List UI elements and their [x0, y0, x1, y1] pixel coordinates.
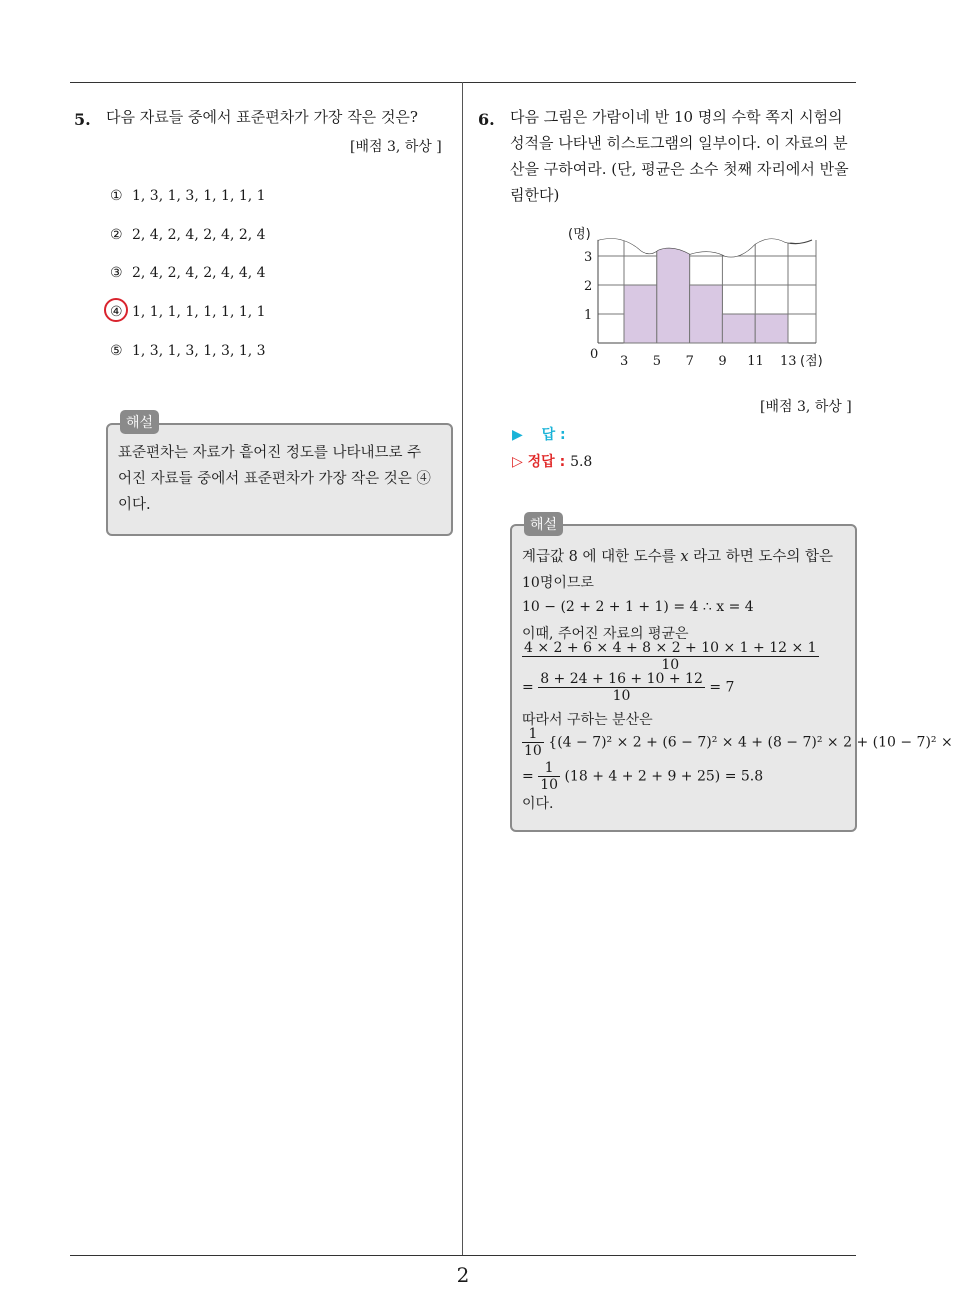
play-icon: ▶ — [512, 427, 523, 443]
exp-text: 라고 하면 도수의 합은 — [693, 549, 834, 565]
explanation-line: 어진 자료들 중에서 표준편차가 가장 작은 것은 ④ — [118, 471, 431, 487]
fraction-numerator: 1 — [538, 760, 560, 777]
fraction-numerator: 8 + 24 + 16 + 10 + 12 — [540, 671, 703, 687]
choice-values: 2, 4, 2, 4, 2, 4, 4, 4 — [132, 265, 266, 281]
variance-result: (18 + 4 + 2 + 9 + 25) = 5.8 — [564, 768, 764, 785]
choice-1[interactable] — [110, 188, 266, 204]
x-tick-label: 0 — [590, 347, 599, 362]
explanation-line: 표준편차는 자료가 흩어진 정도를 나타내므로 주 — [118, 445, 422, 461]
fraction-numerator: 1 — [522, 726, 544, 743]
q6-exp-line6: 이다. — [522, 796, 554, 812]
choice-mark: ① — [110, 188, 123, 204]
fraction-numerator: 4 × 2 + 6 × 4 + 8 × 2 + 10 × 1 + 12 × 1 — [524, 640, 817, 656]
q6-explanation-tag: 해설 — [524, 512, 563, 536]
choice-2[interactable] — [110, 227, 266, 243]
histogram-bar — [624, 285, 657, 343]
x-tick-label: 7 — [685, 354, 694, 369]
choice-mark: ⑤ — [110, 343, 123, 359]
y-tick-label: 1 — [584, 308, 593, 323]
q5-explanation-tag: 해설 — [120, 410, 159, 434]
answer-label: 답 : — [541, 427, 566, 443]
choice-values: 1, 3, 1, 3, 1, 1, 1, 1 — [132, 188, 266, 204]
y-tick-label: 3 — [584, 250, 593, 265]
choice-values: 1, 1, 1, 1, 1, 1, 1, 1 — [132, 304, 266, 320]
choice-values: 1, 3, 1, 3, 1, 3, 1, 3 — [132, 343, 266, 359]
x-axis-label: (점) — [800, 354, 823, 369]
top-rule — [70, 82, 856, 83]
histogram-chart — [560, 220, 823, 370]
choice-mark: ② — [110, 227, 123, 243]
q6-exp-result: = $\frac{1}{10}$ (18 + 4 + 2 + 9 + 25) = 5.8 — [522, 760, 764, 793]
x-tick-label: 13 — [780, 354, 797, 369]
y-tick-label: 2 — [584, 279, 593, 294]
x-tick-label: 11 — [747, 354, 764, 369]
q5-explanation-text — [118, 440, 431, 518]
choice-5[interactable] — [110, 343, 266, 359]
histogram-bar — [755, 314, 788, 343]
exp-text: 계급값 8 에 대한 도수를 — [522, 549, 676, 565]
q6-line: 산을 구하여라. (단, 평균은 소수 첫째 자리에서 반올 — [510, 160, 849, 178]
q5-text: 다음 자료들 중에서 표준편차가 가장 작은 것은? — [106, 108, 418, 126]
fraction-denominator: 10 — [524, 743, 542, 759]
x-tick-label: 3 — [620, 354, 629, 369]
y-axis-label: (명) — [568, 227, 591, 242]
q6-exp-line4: 이때, 주어진 자료의 평균은 — [522, 626, 689, 642]
q6-exp-line1 — [522, 545, 833, 566]
fraction-denominator: 10 — [612, 688, 631, 704]
fraction-denominator: 10 — [540, 777, 559, 793]
q6-text — [510, 104, 849, 208]
x-tick-label: 5 — [652, 354, 662, 369]
fraction-result: = 7 — [709, 679, 735, 696]
q6-exp-variance — [522, 726, 953, 759]
choice-3[interactable] — [110, 265, 266, 281]
correct-row — [512, 451, 592, 471]
variance-expression: {(4 − 7)² × 2 + (6 − 7)² × 4 + (8 − 7)² × 2 + (10 − 7)² × — [548, 734, 953, 751]
histogram-bar — [690, 285, 723, 343]
choice-mark: ④ — [110, 304, 123, 320]
histogram-bar — [657, 248, 690, 343]
column-divider — [462, 82, 463, 1255]
q6-line: 다음 그림은 가람이네 반 10 명의 수학 쪽지 시험의 — [510, 108, 843, 126]
q5-meta: [배점 3, 하상 ] — [350, 139, 442, 155]
choice-values: 2, 4, 2, 4, 2, 4, 2, 4 — [132, 227, 266, 243]
choice-4[interactable] — [110, 304, 266, 320]
q6-exp-line5: 따라서 구하는 분산은 — [522, 712, 653, 728]
exp-variable: x — [680, 549, 689, 565]
explanation-line: 이다. — [118, 497, 151, 513]
fraction-denominator: 10 — [661, 657, 680, 673]
q5-number: 5. — [74, 110, 91, 129]
page-number: 2 — [456, 1263, 470, 1287]
triangle-icon: ▷ — [512, 454, 523, 470]
q6-exp-frac2: = $\frac{8 + 24 + 16 + 10 + 12}{10}$ = 7 — [522, 671, 735, 704]
answer-row — [512, 424, 566, 444]
histogram-bar — [722, 314, 755, 343]
correct-label: 정답 : — [527, 454, 566, 470]
q6-line: 성적을 나타낸 히스토그램의 일부이다. 이 자료의 분 — [510, 134, 848, 152]
bottom-rule — [70, 1255, 856, 1256]
correct-value: 5.8 — [570, 454, 593, 470]
q6-number: 6. — [478, 110, 495, 129]
q6-exp-frac1 — [522, 640, 819, 673]
x-tick-label: 9 — [718, 354, 727, 369]
q6-exp-line3: 10 − (2 + 2 + 1 + 1) = 4 ∴ x = 4 — [522, 599, 754, 615]
q6-meta: [배점 3, 하상 ] — [760, 399, 852, 415]
q6-line: 림한다) — [510, 186, 560, 204]
q6-exp-line2: 10명이므로 — [522, 575, 594, 591]
choice-mark: ③ — [110, 265, 123, 281]
